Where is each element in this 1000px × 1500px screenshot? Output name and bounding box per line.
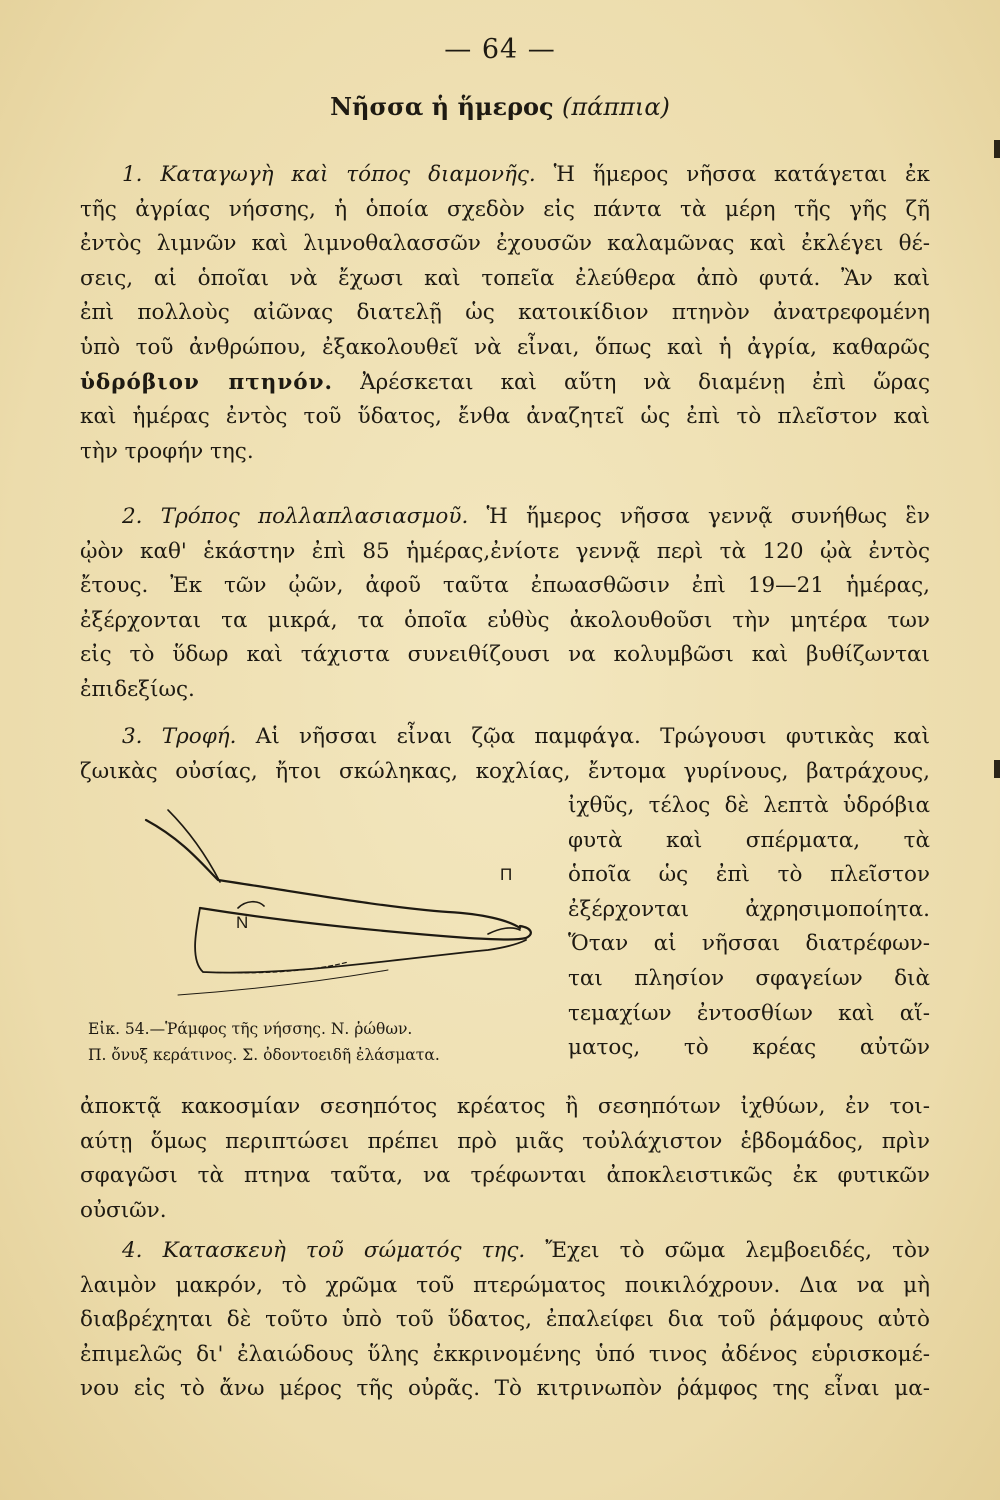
text-line: ται πλησίον σφαγείων διὰ	[568, 965, 930, 991]
text-line: 2. Τρόπος πολλαπλασιασμοῦ. Ἡ ἥμερος νῆσσα γεννᾷ συνήθως ἓν	[122, 504, 930, 529]
section-3-wrap-column	[568, 789, 930, 1066]
bold-phrase: ὑδρόβιον πτηνόν.	[80, 369, 334, 395]
text-line: ἐπιδεξίως.	[80, 676, 195, 702]
text-line: τῆς ἀγρίας νήσσης, ἡ ὁποία σχεδὸν εἰς πάντα τὰ μέρη τῆς γῆς ζῆ	[80, 196, 930, 222]
section-1-heading: 1. Καταγωγὴ καὶ τόπος διαμονῆς.	[122, 162, 536, 187]
nostril-mark	[238, 902, 264, 908]
section-3	[80, 720, 930, 789]
figure-label-p: Π	[500, 865, 513, 884]
text-line: ἐξέρχονται ἀχρησιμοποίητα.	[568, 896, 930, 922]
section-4-heading: 4. Κατασκευὴ τοῦ σώματός της.	[122, 1238, 526, 1263]
section-1	[80, 158, 930, 469]
text-line: Ὅταν αἱ νῆσσαι διατρέφων-	[568, 931, 930, 957]
text-line: ἀποκτᾷ κακοσμίαν σεσηπότος κρέατος ἢ σεσηπότων ἰχθύων, ἐν τοι-	[80, 1094, 930, 1119]
section-3-heading: 3. Τροφή.	[122, 724, 237, 749]
page-number: — 64 —	[444, 34, 556, 65]
page-edge-mark	[994, 140, 1000, 158]
title-subtitle: (πάππια)	[562, 93, 670, 121]
text-line: σεις, αἱ ὁποῖαι νὰ ἔχωσι καὶ τοπεῖα ἐλεύθερα ἀπὸ φυτά. Ἂν καὶ	[80, 265, 930, 291]
beak-lower-outline	[200, 908, 531, 940]
page-edge-mark	[994, 760, 1000, 778]
caption-line: Π. ὄνυξ κεράτινος. Σ. ὀδοντοειδῆ ἐλάσματα.	[88, 1046, 440, 1064]
caption-line: Εἰκ. 54.—Ῥάμφος τῆς νήσσης. Ν. ῥώθων.	[88, 1020, 413, 1038]
text-line: λαιμὸν μακρόν, τὸ χρῶμα τοῦ πτερώματος ποικιλόχρουν. Δια να μὴ	[80, 1272, 930, 1298]
text-line: διαβρέχηται δὲ τοῦτο ὑπὸ τοῦ ὕδατος, ἐπαλείφει δια τοῦ ῥάμφους αὐτὸ	[80, 1307, 930, 1333]
text-line: 4. Κατασκευὴ τοῦ σώματός της. Ἔχει τὸ σῶμα λεμβοειδές, τὸν	[122, 1238, 931, 1263]
text-line: ὑπὸ τοῦ ἀνθρώπου, ἐξακολουθεῖ νὰ εἶναι, ὅπως καὶ ἡ ἀγρία, καθαρῶς	[80, 334, 930, 360]
section-3-continued	[80, 1090, 930, 1228]
text-line: ἐπὶ πολλοὺς αἰῶνας διατελῇ ὡς κατοικίδιον πτηνὸν ἀνατρεφομένη	[80, 300, 930, 326]
head-outline	[168, 810, 220, 882]
section-2	[80, 500, 930, 708]
text-line: 1. Καταγωγὴ καὶ τόπος διαμονῆς. Ἡ ἥμερος νῆσσα κατάγεται ἐκ	[122, 162, 930, 187]
text-line: ἔτους. Ἐκ τῶν ᾠῶν, ἀφοῦ ταῦτα ἐπωασθῶσιν ἐπὶ 19—21 ἡμέρας,	[80, 573, 930, 599]
lower-line	[178, 970, 388, 995]
title-main: Νῆσσα ἡ ἥμερος	[330, 92, 554, 121]
figure-label-n: N	[236, 913, 249, 932]
text-line: τὴν τροφήν της.	[80, 438, 254, 464]
text-line: ᾠὸν καθ' ἑκάστην ἐπὶ 85 ἡμέρας,ἐνίοτε γεννᾷ περὶ τὰ 120 ᾠὰ ἐντὸς	[80, 538, 930, 564]
text-line: φυτὰ καὶ σπέρματα, τὰ	[568, 827, 930, 853]
text-line: τεμαχίων ἐντοσθίων καὶ αἵ-	[568, 1000, 930, 1026]
beak-upper-outline	[146, 820, 520, 928]
beak-figure	[88, 800, 558, 1010]
text-line: καὶ ἡμέρας ἐντὸς τοῦ ὕδατος, ἔνθα ἀναζητεῖ ὡς ἐπὶ τὸ πλεῖστον καὶ	[80, 404, 930, 430]
text-line: ἐπιμελῶς δι' ἐλαιώδους ὕλης ἐκκρινομένης ὑπό τινος ἀδένος εὑρισκομέ-	[80, 1341, 930, 1367]
text-line: ζωικὰς οὐσίας, ἤτοι σκώληκας, κοχλίας, ἔντομα γυρίνους, βατράχους,	[80, 758, 930, 784]
page-title	[0, 92, 1000, 121]
text-line: ἰχθῦς, τέλος δὲ λεπτὰ ὑδρόβια	[568, 793, 930, 818]
text-line: οὐσιῶν.	[80, 1197, 167, 1223]
text-line: σφαγῶσι τὰ πτηνα ταῦτα, να τρέφωνται ἀποκλειστικῶς ἐκ φυτικῶν	[80, 1163, 930, 1189]
text-line: ἐντὸς λιμνῶν καὶ λιμνοθαλασσῶν ἐχουσῶν καλαμῶνας καὶ ἐκλέγει θέ-	[80, 231, 930, 257]
text-line: ὑδρόβιον πτηνόν. Ἀρέσκεται καὶ αὕτη νὰ διαμένῃ ἐπὶ ὥρας	[80, 369, 930, 395]
text-line: 3. Τροφή. Αἱ νῆσσαι εἶναι ζῷα παμφάγα. Τρώγουσι φυτικὰς καὶ	[122, 724, 930, 749]
text-line: ὁποῖα ὡς ἐπὶ τὸ πλεῖστον	[568, 862, 930, 888]
text-line: ἐξέρχονται τα μικρά, τα ὁποῖα εὐθὺς ἀκολουθοῦσι τὴν μητέρα των	[80, 607, 930, 633]
section-4	[80, 1234, 930, 1407]
text-line: νου εἰς τὸ ἄνω μέρος τῆς οὐρᾶς. Τὸ κιτρινωπὸν ῥάμφος της εἶναι μα-	[80, 1376, 930, 1402]
figure-caption	[88, 1016, 560, 1068]
text-line: ματος, τὸ κρέας αὐτῶν	[568, 1035, 930, 1061]
text-line: εἰς τὸ ὕδωρ καὶ τάχιστα συνειθίζουσι να κολυμβῶσι καὶ βυθίζωνται	[80, 642, 930, 668]
nail-outline	[488, 928, 520, 934]
text-line: αύτῃ ὅμως περιπτώσει πρέπει πρὸ μιᾶς τοὐλάχιστον ἑβδομάδος, πρὶν	[80, 1128, 930, 1154]
section-2-heading: 2. Τρόπος πολλαπλασιασμοῦ.	[122, 504, 469, 529]
